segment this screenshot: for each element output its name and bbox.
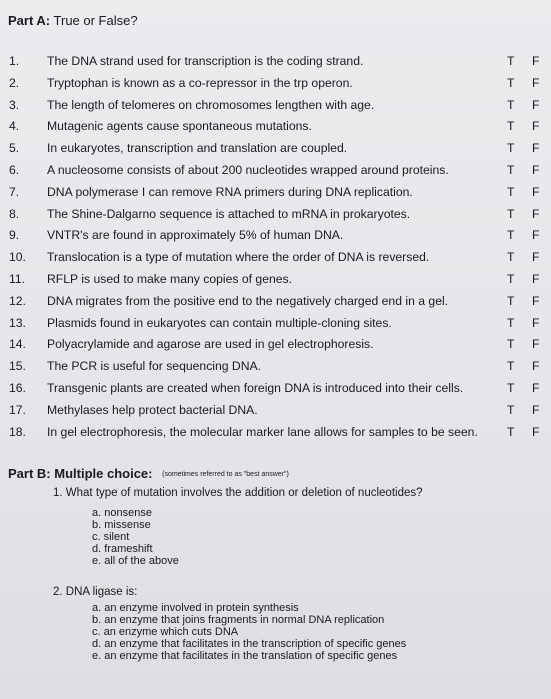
option-1c: c. silent <box>92 531 130 543</box>
tf-item-statement: In gel electrophoresis, the molecular marker lane allows for samples to be seen. <box>47 424 478 439</box>
option-1a: a. nonsense <box>92 507 152 519</box>
part-a-heading <box>8 13 138 28</box>
false-option[interactable]: F <box>532 381 540 395</box>
true-option[interactable]: T <box>507 141 515 156</box>
true-option[interactable]: T <box>507 337 515 352</box>
tf-item <box>0 161 551 179</box>
true-option[interactable]: T <box>507 272 515 286</box>
tf-item <box>0 270 551 288</box>
mc-question-2-options <box>92 602 406 662</box>
tf-item-number: 11. <box>9 272 26 286</box>
true-option[interactable]: T <box>507 381 515 395</box>
tf-item-statement: The DNA strand used for transcription is the coding strand. <box>47 54 364 68</box>
tf-item-number: 8. <box>9 206 20 221</box>
tf-item-number: 3. <box>9 97 20 112</box>
tf-item <box>0 226 551 244</box>
tf-item-number: 6. <box>9 163 20 177</box>
option-1d: d. frameshift <box>92 543 153 555</box>
option-2d: d. an enzyme that facilitates in the transcription of specific genes <box>92 638 407 650</box>
tf-item-statement: Plasmids found in eukaryotes can contain multiple-cloning sites. <box>47 315 392 330</box>
tf-item-statement: DNA migrates from the positive end to the negatively charged end in a gel. <box>47 293 449 308</box>
tf-item <box>0 74 551 92</box>
part-b-heading <box>8 466 289 481</box>
part-b-title: Multiple choice: <box>54 466 153 481</box>
tf-item-statement: Polyacrylamide and agarose are used in gel electrophoresis. <box>47 337 374 352</box>
tf-item <box>0 357 551 375</box>
true-option[interactable]: T <box>507 163 515 177</box>
false-option[interactable]: F <box>532 54 540 68</box>
true-option[interactable]: T <box>507 119 515 134</box>
false-option[interactable]: F <box>532 315 540 330</box>
mc-question-1-options <box>92 507 179 567</box>
tf-item-statement: Tryptophan is known as a co-repressor in the trp operon. <box>47 75 353 90</box>
true-option[interactable]: T <box>507 402 515 417</box>
tf-item-statement: The length of telomeres on chromosomes lengthen with age. <box>47 97 375 112</box>
tf-item-number: 10. <box>9 250 26 265</box>
part-b-note: (sometimes referred to as "best answer") <box>162 471 289 478</box>
tf-item <box>0 335 551 353</box>
tf-item-statement: A nucleosome consists of about 200 nucleotides wrapped around proteins. <box>47 163 449 177</box>
mc-question-1: 1. What type of mutation involves the addition or deletion of nucleotides? <box>53 487 423 499</box>
tf-item-number: 16. <box>9 381 26 395</box>
tf-item-statement: Transgenic plants are created when foreign DNA is introduced into their cells. <box>47 381 464 395</box>
false-option[interactable]: F <box>532 250 540 265</box>
tf-item-statement: Translocation is a type of mutation where the order of DNA is reversed. <box>47 250 430 265</box>
true-option[interactable]: T <box>507 97 515 112</box>
tf-item-statement: Methylases help protect bacterial DNA. <box>47 402 258 417</box>
tf-item <box>0 139 551 157</box>
tf-item-number: 17. <box>9 402 26 417</box>
false-option[interactable]: F <box>532 97 540 112</box>
true-option[interactable]: T <box>507 250 515 265</box>
tf-item-statement: DNA polymerase I can remove RNA primers during DNA replication. <box>47 184 413 199</box>
tf-item <box>0 248 551 266</box>
tf-item <box>0 292 551 310</box>
mc-question-2: 2. DNA ligase is: <box>53 586 138 598</box>
true-option[interactable]: T <box>507 184 515 199</box>
part-b-label: Part B: <box>8 466 51 481</box>
option-1b: b. missense <box>92 519 151 531</box>
false-option[interactable]: F <box>532 163 540 177</box>
false-option[interactable]: F <box>532 184 540 199</box>
tf-item-statement: Mutagenic agents cause spontaneous mutations. <box>47 119 312 134</box>
tf-item-number: 18. <box>9 424 26 439</box>
tf-item <box>0 314 551 332</box>
true-option[interactable]: T <box>507 293 515 308</box>
option-2b: b. an enzyme that joins fragments in normal DNA replication <box>92 614 385 626</box>
false-option[interactable]: F <box>532 141 540 156</box>
false-option[interactable]: F <box>532 293 540 308</box>
tf-item <box>0 52 551 70</box>
tf-item-number: 15. <box>9 359 26 374</box>
tf-item-number: 12. <box>9 293 26 308</box>
tf-item-statement: RFLP is used to make many copies of genes. <box>47 272 293 286</box>
false-option[interactable]: F <box>532 206 540 221</box>
tf-item <box>0 401 551 419</box>
false-option[interactable]: F <box>532 337 540 352</box>
tf-item-number: 7. <box>9 184 20 199</box>
tf-item-number: 5. <box>9 141 20 156</box>
option-2e: e. an enzyme that facilitates in the translation of specific genes <box>92 650 398 662</box>
tf-item-number: 13. <box>9 315 26 330</box>
true-option[interactable]: T <box>507 424 515 439</box>
tf-item-statement: VNTR's are found in approximately 5% of human DNA. <box>47 228 344 243</box>
tf-item-number: 2. <box>9 75 20 90</box>
tf-item <box>0 96 551 114</box>
tf-item <box>0 183 551 201</box>
false-option[interactable]: F <box>532 402 540 417</box>
tf-item <box>0 205 551 223</box>
false-option[interactable]: F <box>532 272 540 286</box>
part-a-title: True or False? <box>53 13 138 28</box>
tf-item-number: 14. <box>9 337 26 352</box>
tf-item-number: 4. <box>9 119 20 134</box>
false-option[interactable]: F <box>532 119 540 134</box>
tf-item <box>0 423 551 441</box>
false-option[interactable]: F <box>532 424 540 439</box>
true-option[interactable]: T <box>507 228 515 243</box>
true-option[interactable]: T <box>507 75 515 90</box>
true-option[interactable]: T <box>507 206 515 221</box>
false-option[interactable]: F <box>532 359 540 374</box>
option-1e: e. all of the above <box>92 555 179 567</box>
option-2c: c. an enzyme which cuts DNA <box>92 626 239 638</box>
tf-item <box>0 117 551 135</box>
option-2a: a. an enzyme involved in protein synthesis <box>92 602 299 614</box>
tf-item-statement: The Shine-Dalgarno sequence is attached to mRNA in prokaryotes. <box>47 206 411 221</box>
true-option[interactable]: T <box>507 315 515 330</box>
false-option[interactable]: F <box>532 75 540 90</box>
false-option[interactable]: F <box>532 228 540 243</box>
tf-item <box>0 379 551 397</box>
tf-item-number: 1. <box>9 54 20 68</box>
part-a-label: Part A: <box>8 13 51 28</box>
tf-item-statement: The PCR is useful for sequencing DNA. <box>47 359 262 374</box>
true-option[interactable]: T <box>507 54 515 68</box>
true-option[interactable]: T <box>507 359 515 374</box>
tf-item-number: 9. <box>9 228 20 243</box>
tf-item-statement: In eukaryotes, transcription and translation are coupled. <box>47 141 348 156</box>
